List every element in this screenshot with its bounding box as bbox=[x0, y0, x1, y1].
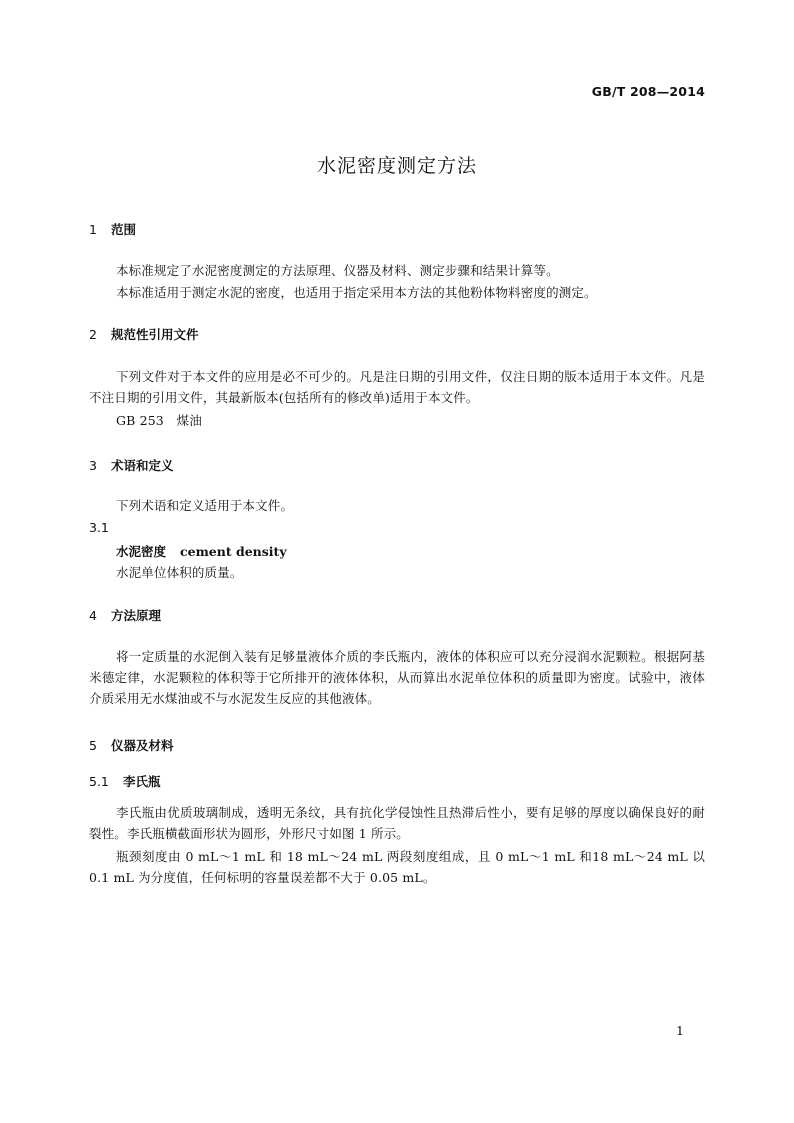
section-2-heading bbox=[89, 325, 199, 343]
section-number: 4 bbox=[89, 608, 97, 623]
section-4-paragraph-1: 将一定质量的水泥倒入装有足够量液体介质的李氏瓶内，液体的体积应可以充分浸润水泥颗粒。根据阿基米德定律，水泥颗粒的体积等于它所排开的液体体积，从而算出水泥单位体积的质量即为密度。试验中，液体介质采用无水煤油或不与水泥发生反应的其他液体。 bbox=[89, 649, 705, 706]
section-1-paragraph-2: 本标准适用于测定水泥的密度，也适用于指定采用本方法的其他粉体物料密度的测定。 bbox=[116, 285, 597, 300]
section-number: 5 bbox=[89, 738, 97, 753]
section-1-heading bbox=[89, 220, 136, 238]
standard-code: GB/T 208—2014 bbox=[591, 84, 705, 99]
normative-reference: GB 253 煤油 bbox=[116, 413, 202, 428]
term-chinese: 水泥密度 bbox=[116, 544, 167, 559]
section-5-1-heading bbox=[89, 772, 161, 790]
section-3-paragraph-1: 下列术语和定义适用于本文件。 bbox=[116, 498, 294, 513]
section-5-heading bbox=[89, 736, 174, 754]
section-number: 1 bbox=[89, 222, 97, 237]
section-title: 仪器及材料 bbox=[111, 738, 174, 753]
term-entry bbox=[116, 542, 287, 560]
term-number: 3.1 bbox=[89, 520, 109, 535]
section-title: 方法原理 bbox=[111, 608, 162, 623]
page-number: 1 bbox=[676, 1023, 684, 1038]
section-4-heading bbox=[89, 606, 161, 624]
section-number: 2 bbox=[89, 327, 97, 342]
document-title: 水泥密度测定方法 bbox=[316, 155, 477, 177]
section-title: 规范性引用文件 bbox=[111, 327, 199, 342]
section-title: 范围 bbox=[111, 222, 137, 237]
section-2-paragraph-1: 下列文件对于本文件的应用是必不可少的。凡是注日期的引用文件，仅注日期的版本适用于本文件。凡是不注日期的引用文件，其最新版本(包括所有的修改单)适用于本文件。 bbox=[89, 369, 705, 405]
section-title: 术语和定义 bbox=[111, 458, 174, 473]
term-definition: 水泥单位体积的质量。 bbox=[116, 565, 243, 580]
section-3-heading bbox=[89, 456, 174, 474]
section-1-paragraph-1: 本标准规定了水泥密度测定的方法原理、仪器及材料、测定步骤和结果计算等。 bbox=[116, 263, 559, 278]
section-5-1-paragraph-2: 瓶颈刻度由 0 mL～1 mL 和 18 mL～24 mL 两段刻度组成，且 0 mL～1 mL 和18 mL～24 mL 以 0.1 mL 为分度值，任何标明的容量误差都不大于 0.05 mL。 bbox=[89, 849, 705, 885]
section-number: 3 bbox=[89, 458, 97, 473]
term-english: cement density bbox=[180, 544, 287, 559]
subsection-number: 5.1 bbox=[89, 774, 109, 789]
section-5-1-paragraph-1: 李氏瓶由优质玻璃制成，透明无条纹，具有抗化学侵蚀性且热滞后性小，要有足够的厚度以确保良好的耐裂性。李氏瓶横截面形状为圆形，外形尺寸如图 1 所示。 bbox=[89, 805, 705, 841]
subsection-title: 李氏瓶 bbox=[123, 774, 161, 789]
